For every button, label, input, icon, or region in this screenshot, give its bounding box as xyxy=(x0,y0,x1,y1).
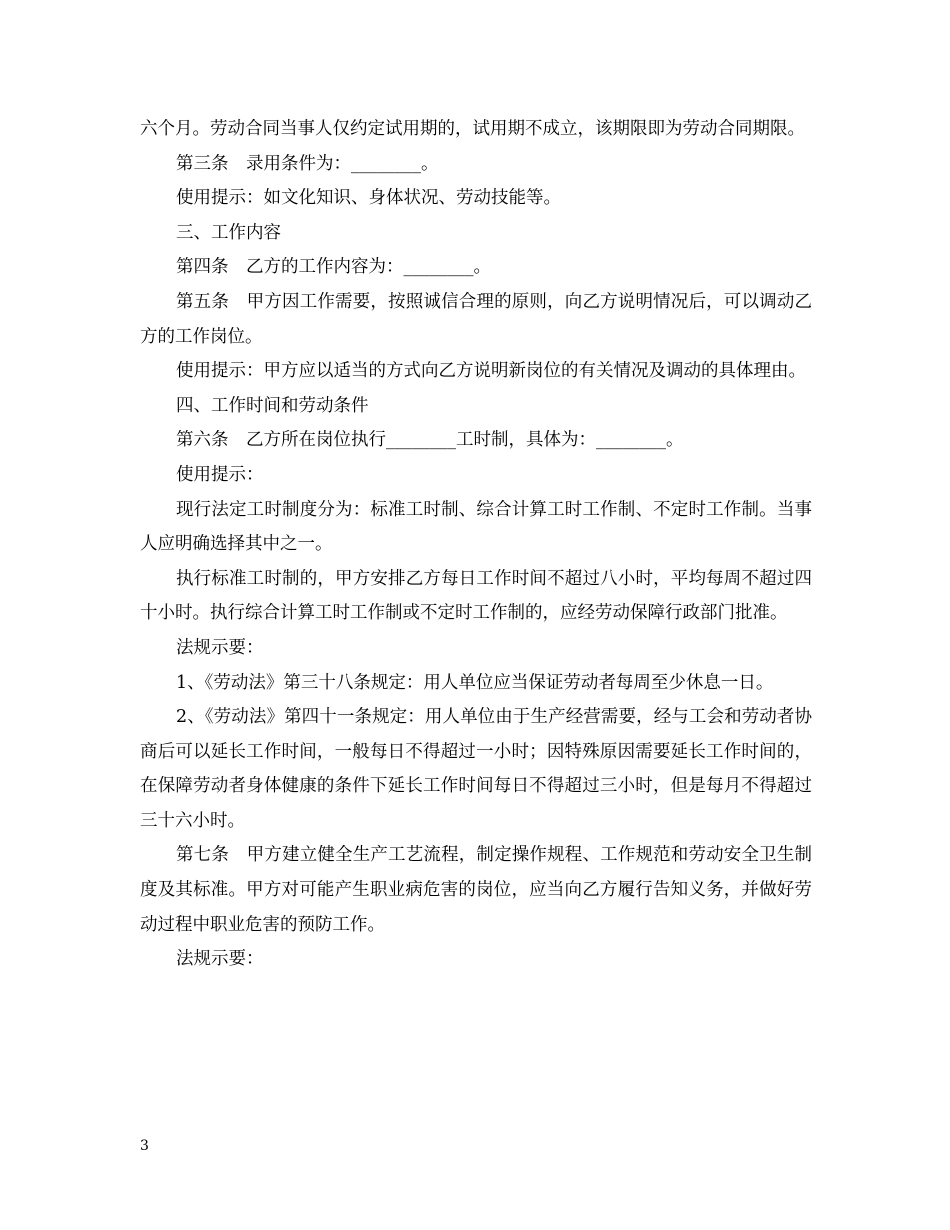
section-heading: 三、工作内容 xyxy=(176,222,281,243)
paragraph: 使用提示：甲方应以适当的方式向乙方说明新岗位的有关情况及调动的具体理由。 xyxy=(176,361,806,382)
paragraph: 1、《劳动法》第三十八条规定：用人单位应当保证劳动者每周至少休息一日。 xyxy=(176,672,774,693)
section-heading: 四、工作时间和劳动条件 xyxy=(176,395,369,416)
document-body xyxy=(140,112,812,977)
paragraph: 2、《劳动法》第四十一条规定：用人单位由于生产经营需要，经与工会和劳动者协商后可以延长工作时间，一般每日不得超过一小时；因特殊原因需要延长工作时间的，在保障劳动者身体健康的条件下延长工作时间每日不得超过三小时，但是每月不得超过三十六小时。 xyxy=(140,707,812,831)
paragraph: 第六条 乙方所在岗位执行________工时制，具体为：________。 xyxy=(176,430,684,451)
paragraph: 第四条 乙方的工作内容为：________。 xyxy=(176,257,491,278)
paragraph: 现行法定工时制度分为：标准工时制、综合计算工时工作制、不定时工作制。当事人应明确选择其中之一。 xyxy=(140,499,812,555)
paragraph: 第七条 甲方建立健全生产工艺流程，制定操作规程、工作规范和劳动安全卫生制度及其标准。甲方对可能产生职业病危害的岗位，应当向乙方履行告知义务，并做好劳动过程中职业危害的预防工作。 xyxy=(140,845,812,935)
paragraph: 法规示要： xyxy=(176,637,264,658)
paragraph: 使用提示：如文化知识、身体状况、劳动技能等。 xyxy=(176,188,561,209)
paragraph: 执行标准工时制的，甲方安排乙方每日工作时间不超过八小时，平均每周不超过四十小时。执行综合计算工时工作制或不定时工作制的，应经劳动保障行政部门批准。 xyxy=(140,568,812,624)
page-number: 3 xyxy=(140,1138,149,1154)
paragraph: 第五条 甲方因工作需要，按照诚信合理的原则，向乙方说明情况后，可以调动乙方的工作岗位。 xyxy=(140,291,812,347)
paragraph: 第三条 录用条件为：________。 xyxy=(176,153,439,174)
paragraph: 六个月。劳动合同当事人仅约定试用期的，试用期不成立，该期限即为劳动合同期限。 xyxy=(140,119,805,139)
paragraph: 使用提示： xyxy=(176,464,264,485)
paragraph: 法规示要： xyxy=(176,949,264,970)
